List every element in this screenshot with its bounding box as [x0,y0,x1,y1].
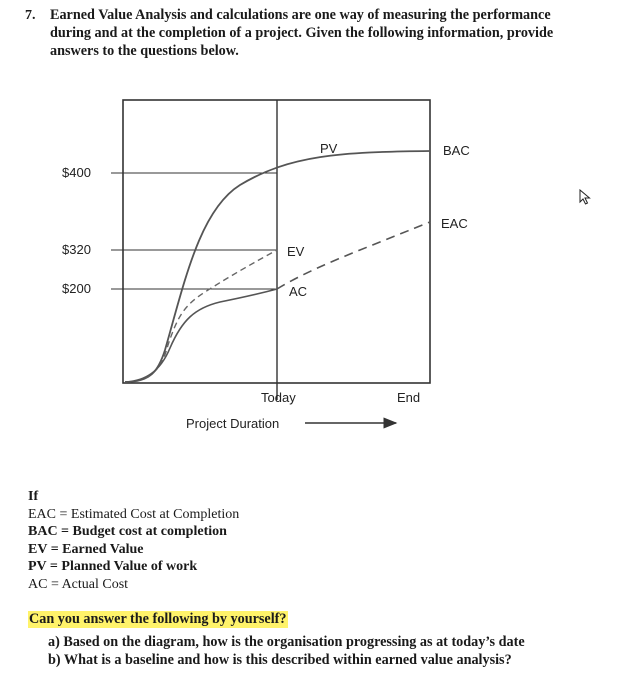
y-label-200: $200 [62,281,91,296]
definition-item: BAC = Budget cost at completion [28,524,227,539]
question-line: Earned Value Analysis and calculations are one way of measuring the performance [50,7,551,23]
ac-label: AC [289,284,308,299]
question-list [48,633,525,669]
y-label-320: $320 [62,242,91,257]
ev-curve [125,250,277,382]
definitions-intro: If [28,489,39,504]
ac-curve [125,289,277,382]
ev-label: EV [287,244,305,259]
question-item-b: b) What is a baseline and how is this described within earned value analysis? [48,652,512,668]
y-label-400: $400 [62,165,91,180]
definition-item: PV = Planned Value of work [28,559,198,574]
question-number: 7. [25,8,36,23]
question-line: during and at the completion of a project. Given the following information, provide [50,25,554,41]
bac-label: BAC [443,143,470,158]
axis-title: Project Duration [186,416,280,431]
question-line: answers to the questions below. [50,43,239,59]
definition-item: AC = Actual Cost [28,576,129,592]
end-label: End [397,390,421,405]
question-item-a: a) Based on the diagram, how is the organisation progressing as at today’s date [48,634,525,650]
definitions-block [28,488,239,593]
eac-label: EAC [441,216,468,231]
today-label: Today [261,390,296,405]
mouse-cursor-icon [579,189,591,205]
definition-item: EV = Earned Value [28,541,144,557]
pv-label: PV [320,141,338,156]
definition-item: EAC = Estimated Cost at Completion [28,506,240,522]
highlighted-prompt: Can you answer the following by yourself? [29,611,287,627]
